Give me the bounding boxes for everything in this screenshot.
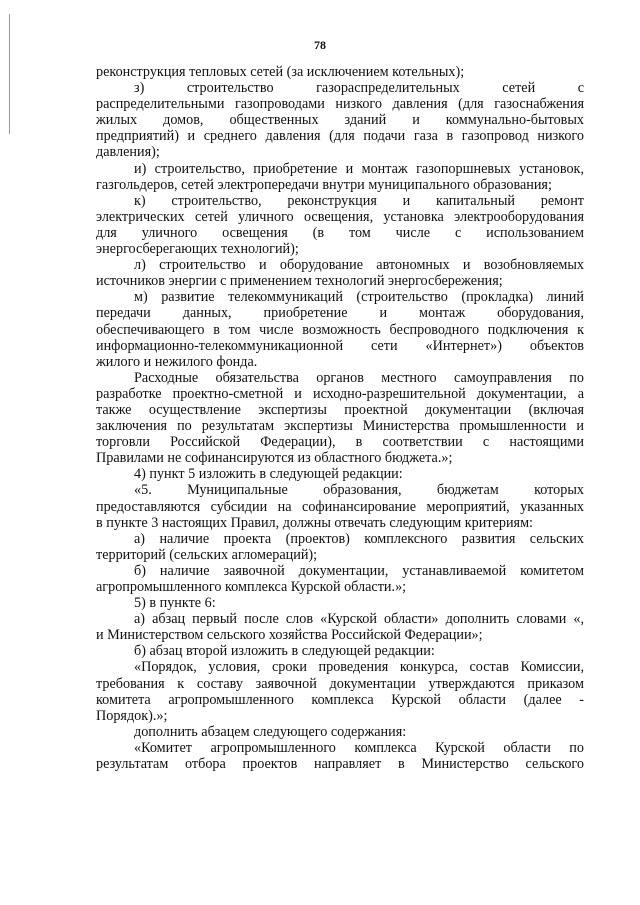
scan-edge-mark xyxy=(9,14,10,134)
text-line: информационно-телекоммуникационной сети «Интернет») объектов xyxy=(96,337,584,354)
text-line: предоставляются субсидии на софинансирование мероприятий, указанных xyxy=(96,498,584,515)
text-line: торговли Российской Федерации), в соответствии с настоящими xyxy=(96,434,584,451)
text-line: з) строительство газораспределительных сетей с xyxy=(134,80,584,97)
text-line: и Министерством сельского хозяйства Российской Федерации»; xyxy=(96,627,483,644)
text-line: жилых домов, общественных зданий и коммунально-бытовых xyxy=(96,112,584,129)
text-line: энергосберегающих технологий); xyxy=(96,241,299,258)
page-number: 78 xyxy=(314,38,326,52)
text-line: разработке проектно-сметной и исходно-разрешительной документации, а xyxy=(96,385,584,402)
text-line: б) абзац второй изложить в следующей редакции: xyxy=(134,643,435,660)
text-line: в пункте 3 настоящих Правил, должны отвечать следующим критериям: xyxy=(96,514,533,531)
text-line: 4) пункт 5 изложить в следующей редакции: xyxy=(134,466,403,483)
text-line: «Комитет агропромышленного комплекса Курской области по xyxy=(134,739,584,756)
text-line: агропромышленного комплекса Курской области.»; xyxy=(96,579,407,595)
text-line: передачи данных, приобретение и монтаж оборудования, xyxy=(96,305,584,322)
text-line: распределительными газопроводами низкого давления (для газоснабжения xyxy=(96,96,584,113)
text-line: а) абзац первый после слов «Курской области» дополнить словами «, xyxy=(134,611,584,628)
text-line: реконструкция тепловых сетей (за исключением котельных); xyxy=(96,64,465,80)
text-line: газгольдеров, сетей электропередачи внутри муниципального образования; xyxy=(96,176,552,193)
text-line: обеспечивающего в том числе возможность беспроводного подключения к xyxy=(96,321,584,338)
text-line: Правилами не софинансируются из областного бюджета.»; xyxy=(96,450,453,467)
document-body xyxy=(96,64,584,772)
text-line: м) развитие телекоммуникаций (строительство (прокладка) линий xyxy=(134,289,584,306)
text-line: л) строительство и оборудование автономных и возобновляемых xyxy=(134,257,584,274)
text-line: также осуществление экспертизы проектной документации (включая xyxy=(96,401,584,418)
text-line: к) строительство, реконструкция и капитальный ремонт xyxy=(134,192,584,209)
text-line: источников энергии с применением технологий энергосбережения; xyxy=(96,273,503,290)
text-line: электрических сетей уличного освещения, установка электрооборудования xyxy=(96,208,584,225)
text-line: и) строительство, приобретение и монтаж газопоршневых установок, xyxy=(134,160,584,177)
text-line: «5. Муниципальные образования, бюджетам которых xyxy=(134,482,584,499)
text-line: результатам отбора проектов направляет в Министерство сельского xyxy=(96,756,584,773)
text-line: требования к составу заявочной документации утверждаются приказом xyxy=(96,675,584,692)
text-line: б) наличие заявочной документации, устанавливаемой комитетом xyxy=(134,562,584,579)
text-line: а) наличие проекта (проектов) комплексного развития сельских xyxy=(134,530,584,547)
text-line: давления); xyxy=(96,144,160,161)
text-line: заключения по результатам экспертизы Министерства промышленности и xyxy=(96,418,584,435)
text-line: предприятий) и среднего давления (для подачи газа в газопровод низкого xyxy=(96,128,584,145)
text-line: дополнить абзацем следующего содержания: xyxy=(134,723,407,740)
text-line: жилого и нежилого фонда. xyxy=(96,353,258,370)
text-line: 5) в пункте 6: xyxy=(134,595,216,612)
text-line: территорий (сельских агломераций); xyxy=(96,546,318,563)
text-line: Порядок).»; xyxy=(96,707,168,724)
text-line: «Порядок, условия, сроки проведения конкурса, состав Комиссии, xyxy=(134,659,584,676)
text-line: для уличного освещения (в том числе с использованием xyxy=(96,224,584,241)
text-line: Расходные обязательства органов местного самоуправления по xyxy=(134,369,584,386)
text-line: комитета агропромышленного комплекса Курской области (далее - xyxy=(96,691,584,708)
